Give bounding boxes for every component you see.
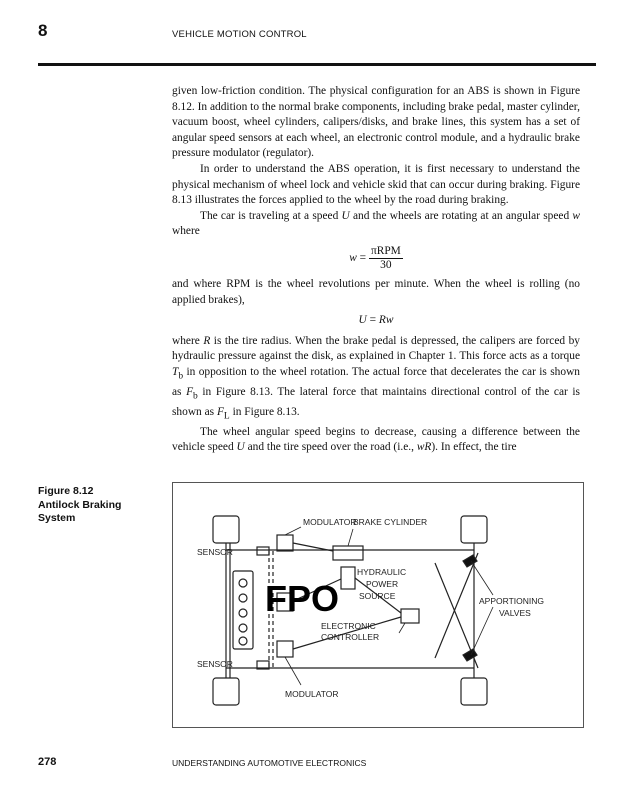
- paragraph-3: The car is traveling at a speed U and the wheels are rotating at an angular speed w where: [172, 209, 580, 238]
- paragraph-1: given low-friction condition. The physical configuration for an ABS is shown in Figure 8.12. In addition to the normal brake components, including brake pedal, master cylinder, vacuum boost, wheel cylinders, calipers/disks, and brake lines, this system has a set of angular speed sensors at each wheel, an electronic control module, and a hydraulic brake pressure modulator (regulator).: [172, 85, 580, 160]
- page-number: 278: [38, 756, 57, 768]
- label-sensor-bottom: SENSOR: [197, 659, 233, 669]
- eq1-fraction: [369, 245, 403, 272]
- abs-diagram: [172, 482, 584, 728]
- label-hydraulic-1: HYDRAULIC: [357, 567, 407, 577]
- eq1-lhs: w: [349, 252, 357, 265]
- label-brake-cylinder: BRAKE CYLINDER: [353, 517, 428, 527]
- figure-caption: Figure 8.12 Antilock Braking System: [38, 485, 122, 524]
- brake-cylinder: [333, 546, 363, 560]
- label-electronic-2: CONTROLLER: [321, 632, 380, 642]
- electronic-controller: [401, 609, 419, 623]
- paragraph-5: where R is the tire radius. When the brake pedal is depressed, the calipers are forced by hydraulic pressure against the disk, as explained in Chapter 1. This force acts as a torque $T_b$ in opposition to the wheel rotation. The actual force that decelerates the car is shown as $F_b$ in Figure 8.13. The lateral force that maintains directional control of the car is shown as $F_L$ in Figure 8.13.: [172, 334, 580, 421]
- label-apportioning-1: APPORTIONING: [479, 596, 545, 606]
- label-hydraulic-3: SOURCE: [359, 591, 396, 601]
- label-hydraulic-2: POWER: [366, 579, 399, 589]
- label-apportioning-2: VALVES: [499, 608, 531, 618]
- modulator-bottom: [277, 641, 293, 657]
- paragraph-2: In order to understand the ABS operation, it is first necessary to understand the physical mechanism of wheel lock and vehicle skid that can occur during braking. Figure 8.13 illustrates the forces applied to the wheel by the road during braking.: [172, 162, 580, 207]
- header-rule: [38, 63, 596, 66]
- label-sensor-top: SENSOR: [197, 547, 233, 557]
- eq1-equals: =: [359, 252, 367, 265]
- wheel-rear-left: [213, 678, 239, 705]
- paragraph-6: The wheel angular speed begins to decrease, causing a difference between the vehicle speed U and the tire speed over the road (i.e., wR). In effect, the tire: [172, 425, 580, 454]
- wheel-rear-right: [461, 678, 487, 705]
- equation-1: [172, 245, 580, 272]
- label-modulator-bottom: MODULATOR: [285, 689, 339, 699]
- wheel-front-right: [461, 516, 487, 543]
- chapter-number: 8: [38, 21, 48, 40]
- fpo-placeholder: FPO: [265, 578, 340, 619]
- running-title: VEHICLE MOTION CONTROL: [172, 29, 307, 40]
- label-electronic-1: ELECTRONIC: [321, 621, 376, 631]
- label-modulator-top: MODULATOR: [303, 517, 357, 527]
- hydraulic-power-source: [341, 567, 355, 589]
- equation-2: U = Rw: [358, 314, 394, 327]
- sensor-top: [257, 547, 269, 555]
- paragraph-4: and where RPM is the wheel revolutions per minute. When the wheel is rolling (no applied brakes),: [172, 277, 580, 306]
- modulator-top: [277, 535, 293, 551]
- book-title: UNDERSTANDING AUTOMOTIVE ELECTRONICS: [172, 758, 367, 768]
- apportioning-valve-top: [463, 555, 477, 567]
- wheel-front-left: [213, 516, 239, 543]
- body-text: [172, 84, 580, 456]
- eq1-denominator: 30: [380, 258, 392, 271]
- eq1-numerator: πRPM: [370, 244, 401, 257]
